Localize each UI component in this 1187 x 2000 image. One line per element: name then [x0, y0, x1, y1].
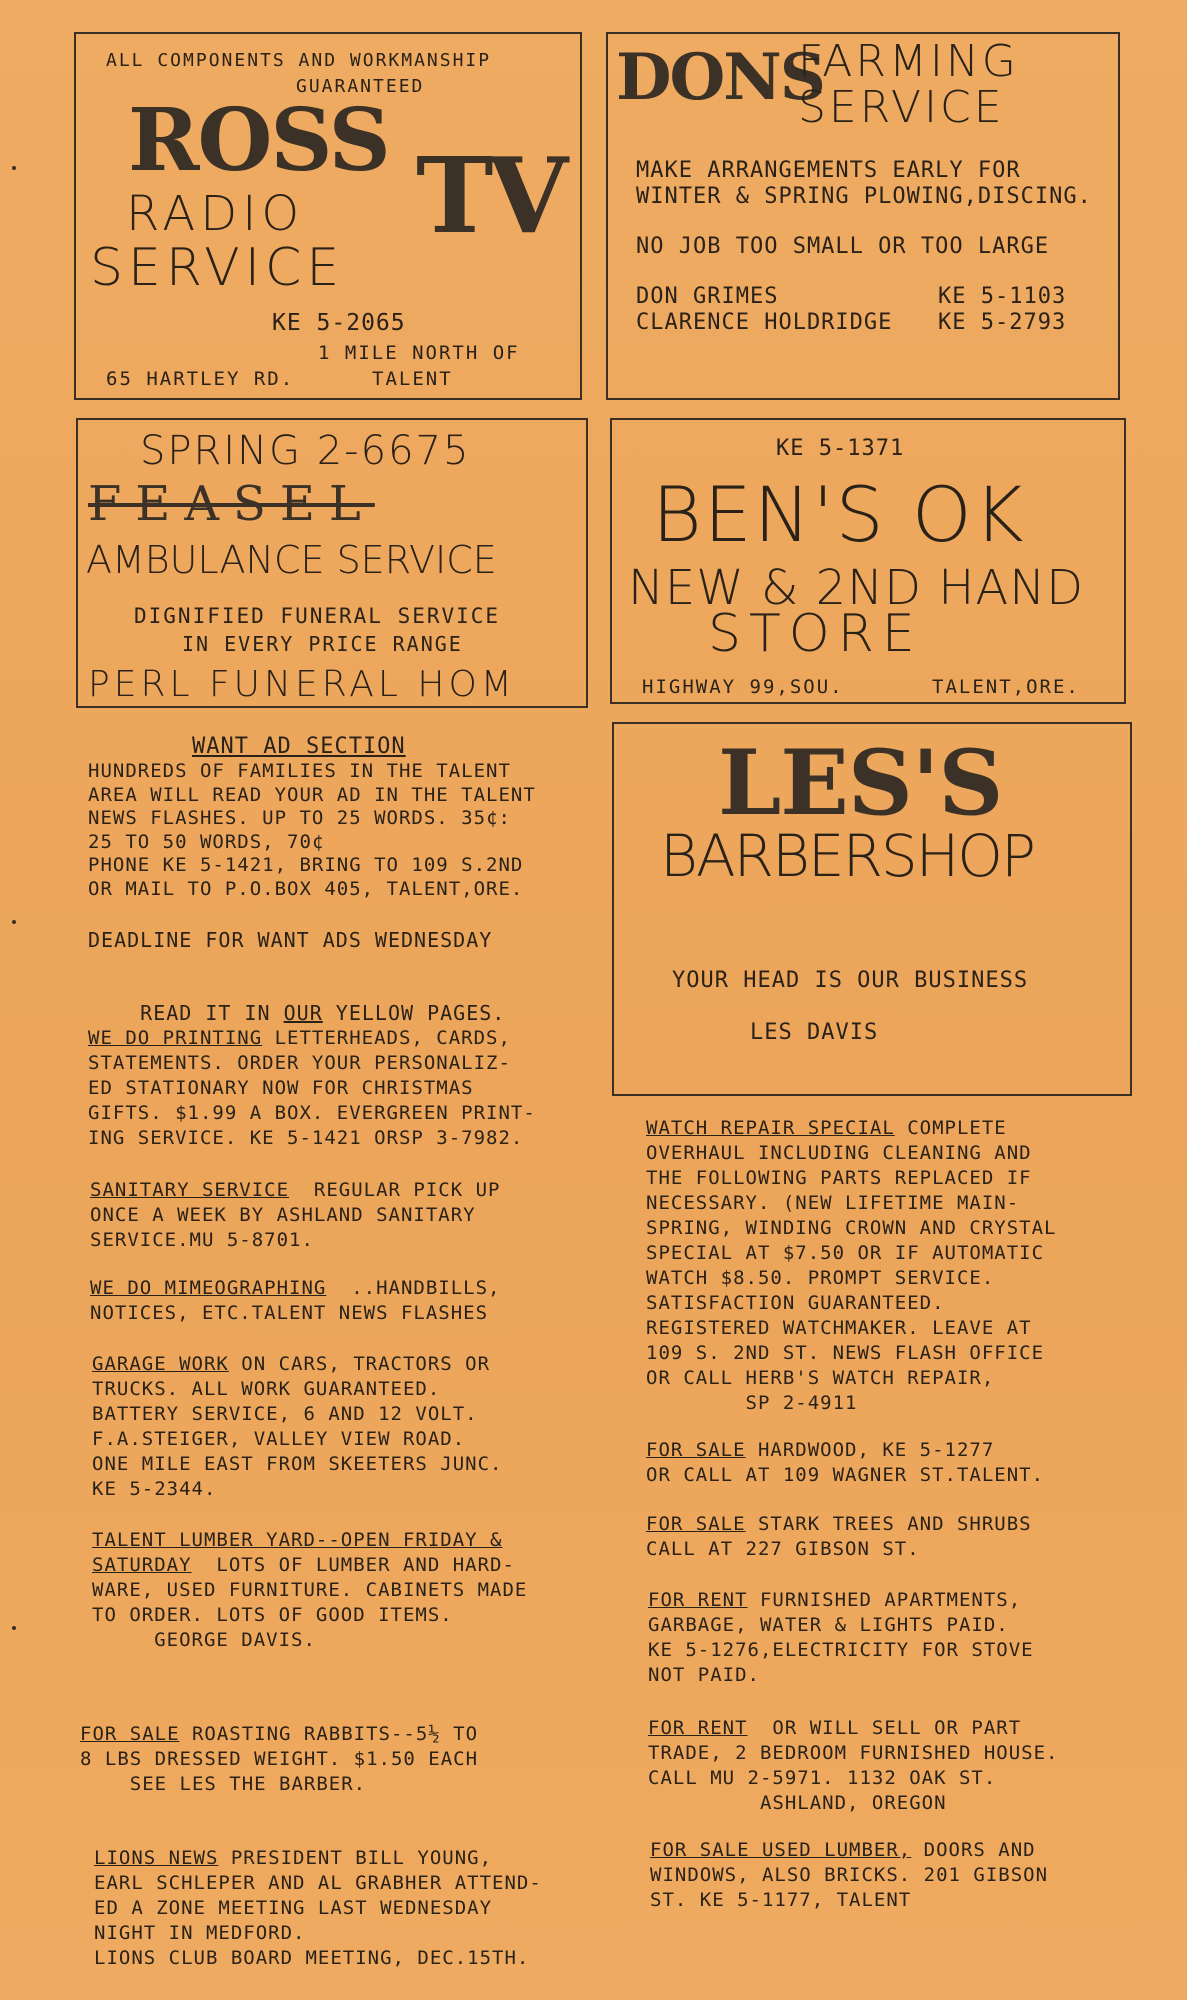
hardwood-title: FOR SALE: [646, 1439, 746, 1461]
watch-repair-body: COMPLETE OVERHAUL INCLUDING CLEANING AND THE FOLLOWING PARTS REPLACED IF NECESSARY. (NEW LIFETIME MAIN- SPRING, WINDING CROWN AND CRYSTAL SPECIAL AT $7.50 OR IF AUTOMATIC WATCH $8.50. PROMPT SERVICE. SATISFACTION GUARANTEED. REGISTERED WATCHMAKER. LEAVE AT 109 S. 2ND ST. NEWS FLASH OFFICE OR CALL HERB'S WATCH REPAIR, SP 2-4911: [646, 1117, 1057, 1414]
les-logo: LES'S: [718, 730, 1003, 836]
bens-title: BEN'S OK: [652, 470, 1026, 559]
dons-contact1-phone: KE 5-1103: [938, 284, 1067, 309]
hardwood-body: HARDWOOD, KE 5-1277 OR CALL AT 109 WAGNER ST.TALENT.: [646, 1439, 1045, 1486]
want-ad-section-body: HUNDREDS OF FAMILIES IN THE TALENT AREA WILL READ YOUR AD IN THE TALENT NEWS FLASHES. UP TO 25 WORDS. 35¢: 25 TO 50 WORDS, 70¢ PHONE KE 5-1421, BRING TO 109 S.2ND OR MAIL TO P.O.BOX 405, TALENT,ORE.: [88, 760, 536, 900]
rabbits-ad: [80, 1722, 478, 1797]
house-ad: [648, 1716, 1059, 1816]
ross-talent: TALENT: [372, 368, 453, 390]
feasel-logo: FEASEL: [88, 476, 375, 532]
house-title: FOR RENT: [648, 1717, 748, 1739]
ross-address: 65 HARTLEY RD.: [106, 368, 295, 390]
lions-news: [94, 1846, 542, 1971]
apartments-ad: [648, 1588, 1034, 1688]
feasel-price-range: IN EVERY PRICE RANGE: [182, 632, 463, 656]
sanitary-ad: [90, 1178, 501, 1253]
mimeo-body: ..HANDBILLS, NOTICES, ETC.TALENT NEWS FLASHES: [90, 1277, 501, 1324]
used-lumber-body: DOORS AND WINDOWS, ALSO BRICKS. 201 GIBSON ST. KE 5-1177, TALENT: [650, 1839, 1049, 1911]
watch-repair-ad: [646, 1116, 1057, 1416]
read-it-suffix: YELLOW PAGES.: [322, 1001, 506, 1025]
dons-contact2-phone: KE 5-2793: [938, 310, 1067, 335]
trees-body: STARK TREES AND SHRUBS CALL AT 227 GIBSON ST.: [646, 1513, 1032, 1560]
dons-farming: FARMING: [798, 36, 1019, 87]
sanitary-body: REGULAR PICK UP ONCE A WEEK BY ASHLAND SANITARY SERVICE.MU 5-8701.: [90, 1179, 501, 1251]
printing-title: WE DO PRINTING: [88, 1027, 263, 1049]
ross-mile-north: 1 MILE NORTH OF: [318, 342, 520, 364]
lions-title: LIONS NEWS: [94, 1847, 219, 1869]
lumber-yard-ad: [92, 1528, 527, 1653]
sanitary-title: SANITARY SERVICE: [90, 1179, 290, 1201]
used-lumber-title: FOR SALE USED LUMBER,: [650, 1839, 912, 1861]
read-it-our: OUR: [283, 1001, 323, 1025]
lumber-yard-title: TALENT LUMBER YARD--OPEN FRIDAY & SATURDAY: [92, 1529, 503, 1576]
dons-no-job: NO JOB TOO SMALL OR TOO LARGE: [636, 234, 1050, 259]
feasel-phone: SPRING 2-6675: [140, 428, 471, 474]
bens-subtitle: NEW & 2ND HAND: [628, 560, 1085, 616]
margin-speck: [12, 920, 16, 924]
lions-body: PRESIDENT BILL YOUNG, EARL SCHLEPER AND AL GRABHER ATTEND- ED A ZONE MEETING LAST WEDNESDAY NIGHT IN MEDFORD. LIONS CLUB BOARD MEETING, DEC.15TH.: [94, 1847, 542, 1969]
margin-speck: [12, 166, 16, 170]
hardwood-ad: [646, 1438, 1044, 1488]
les-slogan: YOUR HEAD IS OUR BUSINESS: [672, 968, 1029, 993]
apartments-body: FURNISHED APARTMENTS, GARBAGE, WATER & LIGHTS PAID. KE 5-1276,ELECTRICITY FOR STOVE NOT PAID.: [648, 1589, 1034, 1686]
rabbits-body: ROASTING RABBITS--5½ TO 8 LBS DRESSED WEIGHT. $1.50 EACH SEE LES THE BARBER.: [80, 1723, 479, 1795]
margin-speck: [12, 1626, 16, 1630]
feasel-dignified: DIGNIFIED FUNERAL SERVICE: [134, 604, 501, 628]
mimeo-title: WE DO MIMEOGRAPHING: [90, 1277, 327, 1299]
bens-ok-ad: [610, 418, 1126, 704]
feasel-ambulance: AMBULANCE SERVICE: [86, 538, 497, 582]
less-barbershop-ad: [612, 722, 1132, 1096]
bens-city: TALENT,ORE.: [932, 676, 1080, 698]
printing-ad: [88, 1026, 536, 1151]
printing-body: LETTERHEADS, CARDS, STATEMENTS. ORDER YOUR PERSONALIZ- ED STATIONARY NOW FOR CHRISTMAS GIFTS. $1.99 A BOX. EVERGREEN PRINT- ING SERVICE. KE 5-1421 ORSP 3-7982.: [88, 1027, 536, 1149]
bens-phone: KE 5-1371: [776, 436, 905, 461]
apartments-title: FOR RENT: [648, 1589, 748, 1611]
dons-service: SERVICE: [798, 82, 1005, 133]
lumber-yard-body: LOTS OF LUMBER AND HARD- WARE, USED FURNITURE. CABINETS MADE TO ORDER. LOTS OF GOOD ITEMS. GEORGE DAVIS.: [92, 1554, 528, 1651]
ross-service: SERVICE: [90, 238, 345, 298]
feasel-ambulance-ad: [76, 418, 588, 708]
ross-guarantee-line2: GUARANTEED: [296, 76, 425, 97]
les-owner: LES DAVIS: [750, 1020, 879, 1045]
rabbits-title: FOR SALE: [80, 1723, 180, 1745]
want-ad-deadline: DEADLINE FOR WANT ADS WEDNESDAY: [88, 928, 493, 952]
dons-arrangements-line2: WINTER & SPRING PLOWING,DISCING.: [636, 184, 1092, 209]
house-body: OR WILL SELL OR PART TRADE, 2 BEDROOM FURNISHED HOUSE. CALL MU 2-5971. 1132 OAK ST. ASHLAND, OREGON: [648, 1717, 1059, 1814]
ross-phone: KE 5-2065: [272, 310, 406, 336]
bens-store: STORE: [708, 604, 923, 664]
dons-contact1-name: DON GRIMES: [636, 284, 779, 309]
garage-body: ON CARS, TRACTORS OR TRUCKS. ALL WORK GUARANTEED. BATTERY SERVICE, 6 AND 12 VOLT. F.A.STEIGER, VALLEY VIEW ROAD. ONE MILE EAST FROM SKEETERS JUNC. KE 5-2344.: [92, 1353, 503, 1500]
garage-ad: [92, 1352, 503, 1502]
trees-ad: [646, 1512, 1032, 1562]
dons-farming-ad: [606, 32, 1120, 400]
bens-highway: HIGHWAY 99,SOU.: [642, 676, 844, 698]
want-ad-section-title: WANT AD SECTION: [192, 734, 406, 759]
dons-arrangements-line1: MAKE ARRANGEMENTS EARLY FOR: [636, 158, 1021, 183]
trees-title: FOR SALE: [646, 1513, 746, 1535]
used-lumber-ad: [650, 1838, 1048, 1913]
read-it-prefix: READ IT IN: [140, 1001, 284, 1025]
watch-repair-title: WATCH REPAIR SPECIAL: [646, 1117, 895, 1139]
dons-contact2-name: CLARENCE HOLDRIDGE: [636, 310, 893, 335]
ross-tv-ad: [74, 32, 582, 400]
mimeo-ad: [90, 1276, 501, 1326]
ross-guarantee-line1: ALL COMPONENTS AND WORKMANSHIP: [106, 50, 492, 71]
ross-logo: ROSS: [128, 90, 389, 191]
garage-title: GARAGE WORK: [92, 1353, 229, 1375]
ross-tv-logo: TV: [416, 134, 563, 257]
les-barbershop: BARBERSHOP: [660, 822, 1034, 890]
ross-radio: RADIO: [126, 186, 305, 242]
feasel-perl: PERL FUNERAL HOM: [88, 664, 516, 705]
dons-logo: DONS: [616, 40, 824, 115]
